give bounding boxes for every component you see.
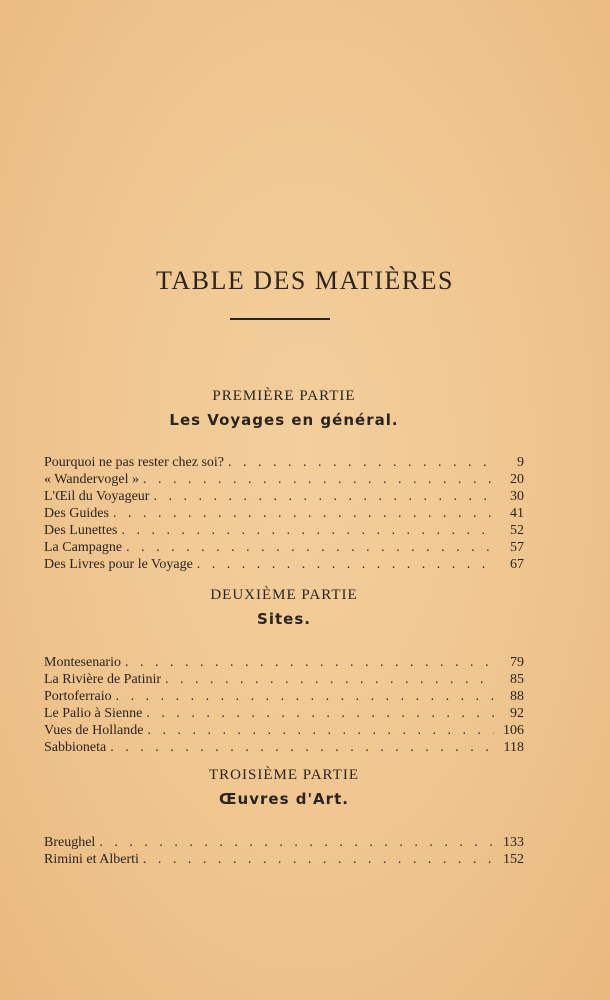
part-2	[44, 584, 524, 756]
dot-leader	[126, 539, 494, 556]
entry-list	[44, 454, 524, 573]
part-3	[44, 764, 524, 868]
toc-entry	[44, 471, 524, 488]
toc-entry	[44, 739, 524, 756]
dot-leader	[228, 454, 494, 471]
entry-page: 57	[510, 540, 524, 555]
entry-label: L'Œil du Voyageur	[44, 489, 150, 504]
entry-page: 133	[503, 835, 524, 850]
dot-leader	[113, 505, 494, 522]
toc-entry	[44, 454, 524, 471]
dot-leader	[110, 739, 494, 756]
entry-page: 9	[517, 455, 524, 470]
entry-page: 118	[503, 740, 524, 755]
toc-entry	[44, 722, 524, 739]
toc-entry	[44, 539, 524, 556]
entry-label: Des Livres pour le Voyage	[44, 557, 193, 572]
entry-label: Montesenario	[44, 655, 121, 670]
dot-leader	[116, 688, 494, 705]
part-title: Les Voyages en général.	[169, 411, 399, 429]
entry-label: La Campagne	[44, 540, 123, 555]
entry-page: 106	[503, 723, 524, 738]
toc-entry	[44, 705, 524, 722]
dot-leader	[143, 851, 494, 868]
dot-leader	[121, 522, 494, 539]
title-rule	[230, 318, 330, 320]
entry-page: 20	[510, 472, 524, 487]
part-label: TROISIÈME PARTIE	[209, 767, 359, 783]
dot-leader	[153, 488, 494, 505]
entry-page: 67	[510, 557, 524, 572]
entry-page: 52	[510, 523, 524, 538]
entry-page: 79	[510, 655, 524, 670]
toc-entry	[44, 654, 524, 671]
entry-label: Vues de Hollande	[44, 723, 144, 738]
entry-page: 30	[510, 489, 524, 504]
entry-list	[44, 654, 524, 756]
entry-label: Breughel	[44, 835, 96, 850]
dot-leader	[143, 471, 494, 488]
dot-leader	[165, 671, 494, 688]
toc-entry	[44, 522, 524, 539]
entry-label: Sabbioneta	[44, 740, 107, 755]
toc-entry	[44, 488, 524, 505]
part-title: Œuvres d'Art.	[219, 790, 349, 808]
entry-page: 85	[510, 672, 524, 687]
page-title: TABLE DES MATIÈRES	[156, 266, 454, 295]
entry-label: Le Palio à Sienne	[44, 706, 143, 721]
dot-leader	[125, 654, 494, 671]
entry-page: 88	[510, 689, 524, 704]
dot-leader	[146, 705, 494, 722]
entry-page: 92	[510, 706, 524, 721]
entry-page: 152	[503, 852, 524, 867]
entry-label: Rimini et Alberti	[44, 852, 139, 867]
part-label: DEUXIÈME PARTIE	[210, 587, 358, 603]
entry-page: 41	[510, 506, 524, 521]
dot-leader	[197, 556, 494, 573]
entry-label: Des Guides	[44, 506, 109, 521]
entry-list	[44, 834, 524, 868]
toc-entry	[44, 834, 524, 851]
toc-entry	[44, 688, 524, 705]
entry-label: « Wandervogel »	[44, 472, 140, 487]
toc-entry	[44, 851, 524, 868]
part-label: PREMIÈRE PARTIE	[212, 388, 356, 404]
entry-label: Des Lunettes	[44, 523, 118, 538]
dot-leader	[147, 722, 494, 739]
part-1	[44, 385, 524, 573]
entry-label: Portoferraio	[44, 689, 112, 704]
entry-label: La Rivière de Patinir	[44, 672, 162, 687]
toc-entry	[44, 556, 524, 573]
toc-entry	[44, 505, 524, 522]
dot-leader	[99, 834, 494, 851]
entry-label: Pourquoi ne pas rester chez soi?	[44, 455, 224, 470]
toc-entry	[44, 671, 524, 688]
part-title: Sites.	[257, 610, 311, 628]
